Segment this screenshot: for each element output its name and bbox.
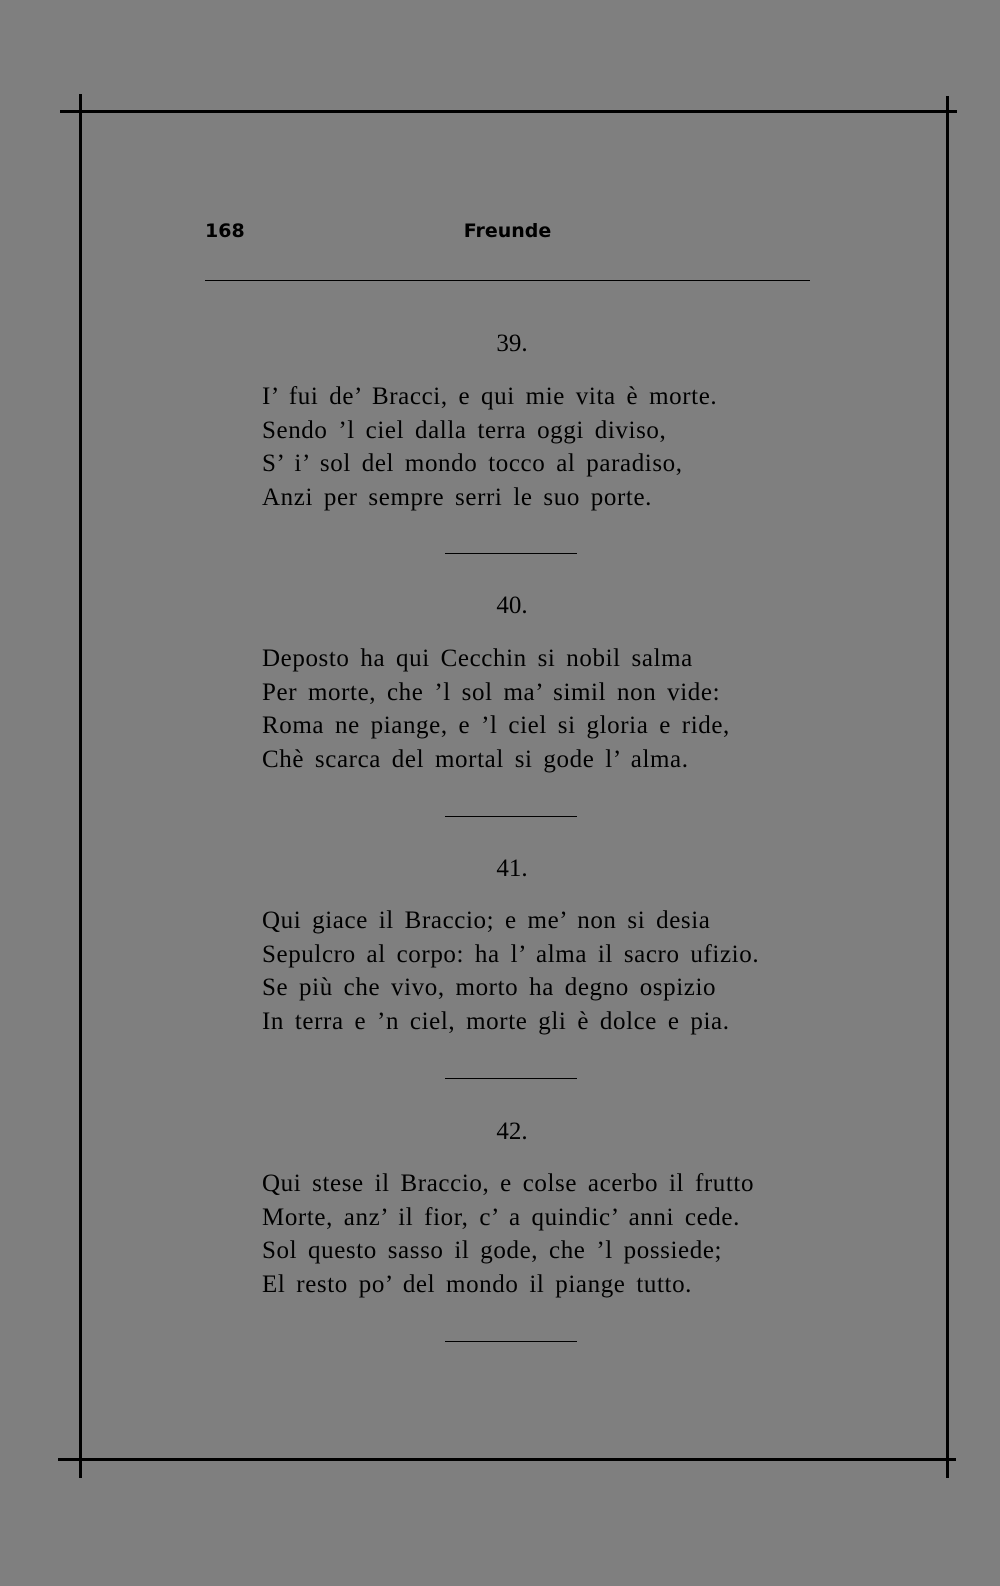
poem-stanza xyxy=(262,380,822,514)
verse-line: Deposto ha qui Cecchin si nobil salma xyxy=(262,645,693,672)
verse-line: Se più che vivo, morto ha degno ospizio xyxy=(262,974,717,1001)
frame-right-line xyxy=(946,96,949,1478)
section-separator xyxy=(445,816,577,817)
verse-line: Anzi per sempre serri le suo porte. xyxy=(262,483,653,511)
verse-line: Chè scarca del mortal si gode l’ alma. xyxy=(262,745,689,773)
verse-line: S’ i’ sol del mondo tocco al paradiso, xyxy=(262,450,683,477)
section-separator xyxy=(445,553,577,554)
section-separator xyxy=(445,1078,577,1079)
verse-line: Morte, anz’ il fior, c’ a quindic’ anni cede. xyxy=(262,1203,740,1231)
section-separator xyxy=(445,1341,577,1342)
page-number: 168 xyxy=(205,220,245,242)
verse-line: Sendo ’l ciel dalla terra oggi diviso, xyxy=(262,416,667,444)
poem-number: 39. xyxy=(496,330,528,357)
running-head: Freunde xyxy=(463,220,552,242)
verse-line: Qui giace il Braccio; e me’ non si desia xyxy=(262,907,711,934)
poem-stanza xyxy=(262,1167,822,1301)
poem-stanza xyxy=(262,642,822,776)
header-rule xyxy=(205,280,810,281)
frame-left-line xyxy=(79,94,82,1478)
poem-number: 41. xyxy=(496,855,528,882)
verse-line: I’ fui de’ Bracci, e qui mie vita è morte. xyxy=(262,383,718,410)
frame-top-line xyxy=(60,110,957,113)
verse-line: El resto po’ del mondo il piange tutto. xyxy=(262,1270,693,1298)
verse-line: Roma ne piange, e ’l ciel si gloria e ride, xyxy=(262,712,730,739)
poem-number: 42. xyxy=(496,1118,528,1145)
frame-bottom-line xyxy=(58,1458,956,1461)
verse-line: In terra e ’n ciel, morte gli è dolce e pia. xyxy=(262,1007,730,1035)
verse-line: Sol questo sasso il gode, che ’l possiede; xyxy=(262,1237,723,1264)
poem-stanza xyxy=(262,904,822,1038)
verse-line: Qui stese il Braccio, e colse acerbo il frutto xyxy=(262,1170,755,1197)
poem-number: 40. xyxy=(496,592,528,619)
verse-line: Per morte, che ’l sol ma’ simil non vide: xyxy=(262,678,721,706)
verse-line: Sepulcro al corpo: ha l’ alma il sacro ufizio. xyxy=(262,940,760,968)
